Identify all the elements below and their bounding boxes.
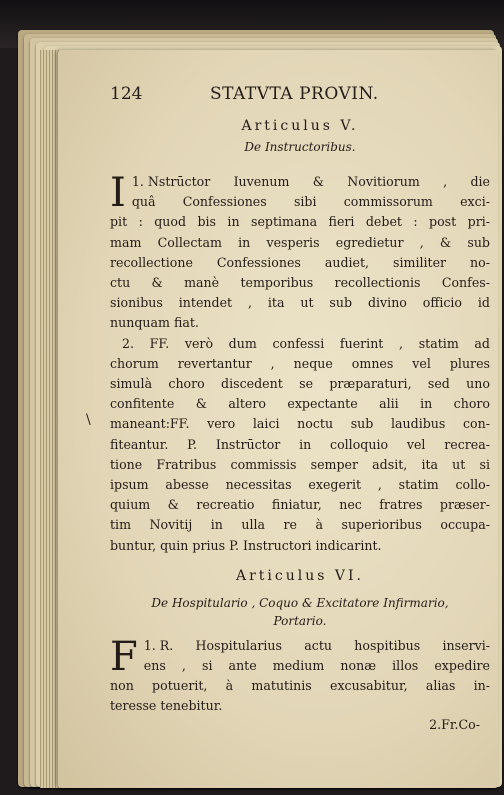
text-line: Nstrūctor Iuvenum & Novitiorum , die [147,174,490,189]
text-line: quâ Confessiones sibi commissorum exci- [131,194,490,210]
paragraph-3 [110,633,490,717]
text-line: simulà choro discedent se præparaturi, sed uno [110,376,490,392]
text-line: R. Hospitularius actu hospitibus inservi- [159,637,490,653]
text-line: sionibus intendet , ita ut sub divino officio id [110,295,490,311]
page-text [110,84,490,739]
text-line: pit : quod bis in septimana fieri debet : post pri- [110,214,490,230]
text-line: ens , si ante medium nonæ illos expedire [143,658,490,674]
article-subtitle: De Hospitulario , Coquo & Excitatore Infirmario, [151,595,449,610]
text-line: mam Collectam in vesperis egredietur , & sub [110,234,490,250]
paragraph-number: 1. [143,637,156,653]
article-subtitle: Portario. [273,613,327,628]
paragraph-2 [110,334,490,556]
drop-initial: I [110,170,126,216]
text-line: chorum revertantur , neque omnes vel plures [110,355,490,371]
text-line: teresse tenebitur. [110,698,223,714]
text-line: quium & recreatio finiatur, nec fratres præser- [110,497,490,513]
page-number: 124 [110,84,143,104]
text-line: buntur, quin prius P. Instructori indicarint. [110,537,382,553]
page-header [110,84,490,114]
text-line: 2. FF. verò dum confessi fuerint , statim ad [122,335,490,351]
text-line: recollectione Confessiones audiet, similiter no- [110,254,490,270]
text-line: maneant:FF. vero laici noctu sub laudibus con- [110,416,490,432]
text-line: confitente & altero expectante alii in choro [110,396,490,412]
catchword-line [110,717,490,739]
page-fore-edges [40,50,60,788]
paragraph-number: 1. [131,174,144,189]
text-line: ipsum abesse necessitas exegerit , statim collo- [110,477,490,493]
catchword: 2.Fr.Co- [429,716,480,732]
article-heading: Articulus VI. [236,567,364,584]
running-title: STATVTA PROVIN. [210,84,379,104]
drop-initial: F [110,633,138,680]
text-line: tione Fratribus commissis semper adsit, ita ut si [110,456,490,472]
text-line: nunquam fiat. [110,315,199,331]
article-heading: Articulus V. [241,118,359,134]
text-line: ctu & manè temporibus recollectionis Confes- [110,275,490,291]
paragraph-1 [110,172,490,334]
text-line: tim Novitij in ulla re à superioribus occupa- [110,517,490,533]
text-line: fiteantur. P. Instrūctor in colloquio vel recrea- [110,436,490,452]
article-subtitle: De Instructoribus. [244,140,356,154]
margin-mark: \ [86,412,91,428]
text-line: non potuerit, à matutinis excusabitur, alias in- [110,678,490,694]
